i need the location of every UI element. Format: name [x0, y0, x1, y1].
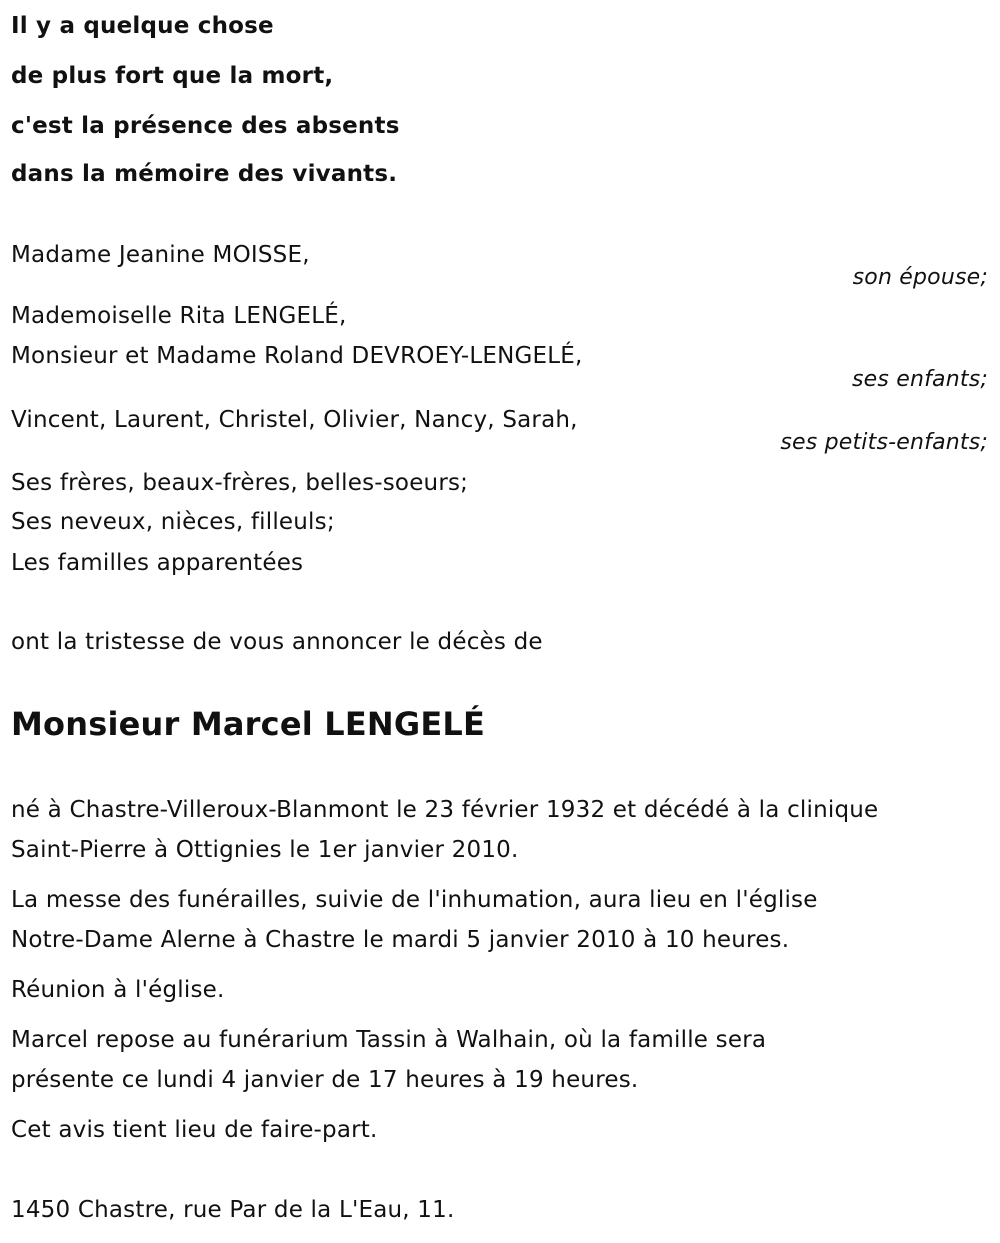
detail-line: Notre-Dame Alerne à Chastre le mardi 5 janvier 2010 à 10 heures.: [11, 927, 790, 953]
relatives: Les familles apparentées: [11, 550, 304, 576]
poem-line: de plus fort que la mort,: [11, 63, 334, 89]
spouse: Madame Jeanine MOISSE,: [11, 242, 310, 268]
children-role: ses enfants;: [851, 367, 988, 392]
grandchildren-role: ses petits-enfants;: [780, 430, 988, 455]
detail-line: La messe des funérailles, suivie de l'inhumation, aura lieu en l'église: [11, 887, 818, 913]
child: Monsieur et Madame Roland DEVROEY-LENGELÉ,: [11, 343, 583, 369]
detail-line: né à Chastre-Villeroux-Blanmont le 23 février 1932 et décédé à la clinique: [11, 797, 879, 823]
detail-line: Cet avis tient lieu de faire-part.: [11, 1117, 378, 1143]
detail-line: présente ce lundi 4 janvier de 17 heures à 19 heures.: [11, 1067, 639, 1093]
grandchildren: Vincent, Laurent, Christel, Olivier, Nancy, Sarah,: [11, 407, 578, 433]
nephews: Ses neveux, nièces, filleuls;: [11, 509, 335, 535]
siblings: Ses frères, beaux-frères, belles-soeurs;: [11, 470, 469, 496]
poem-line: dans la mémoire des vivants.: [11, 161, 398, 187]
child: Mademoiselle Rita LENGELÉ,: [11, 303, 347, 329]
poem-line: Il y a quelque chose: [11, 13, 274, 39]
detail-line: Réunion à l'église.: [11, 977, 225, 1003]
address: 1450 Chastre, rue Par de la L'Eau, 11.: [11, 1197, 455, 1223]
detail-line: Marcel repose au funérarium Tassin à Walhain, où la famille sera: [11, 1027, 767, 1053]
announcement: ont la tristesse de vous annoncer le décès de: [11, 629, 543, 655]
detail-line: Saint-Pierre à Ottignies le 1er janvier 2010.: [11, 837, 519, 863]
spouse-role: son épouse;: [852, 265, 988, 290]
poem-line: c'est la présence des absents: [11, 113, 400, 139]
deceased-name: Monsieur Marcel LENGELÉ: [11, 705, 486, 743]
